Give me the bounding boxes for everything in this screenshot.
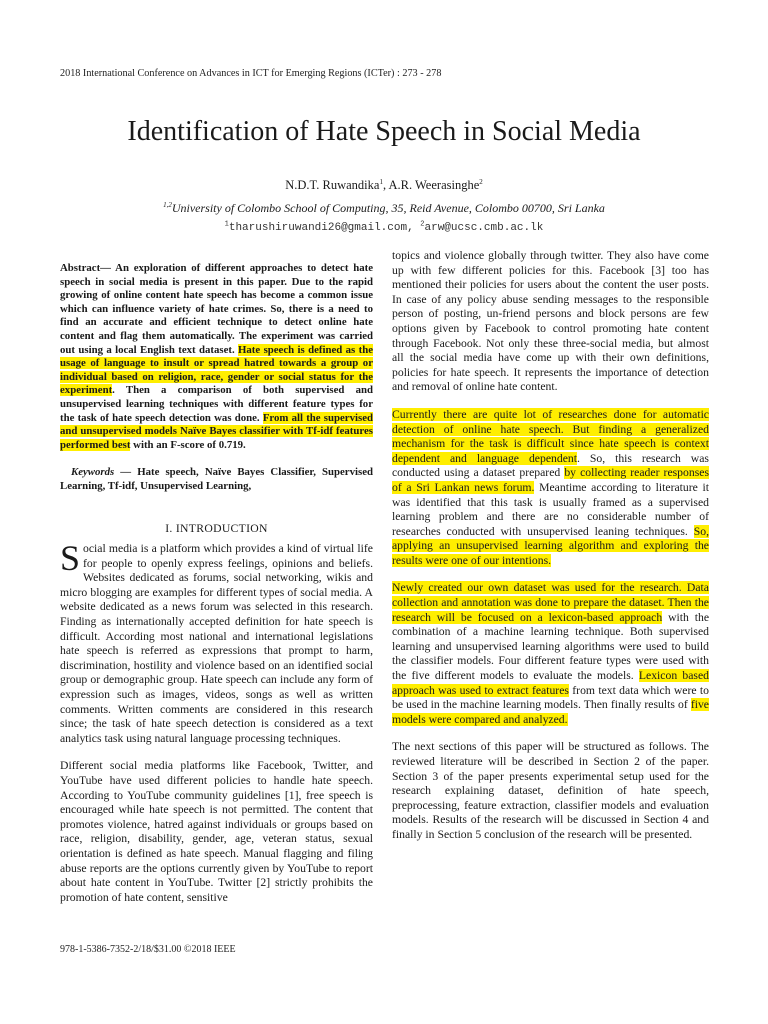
email-superscript: 2 <box>420 220 425 229</box>
author-separator: , <box>382 178 389 192</box>
highlighted-text: Lexicon based approach was used to extract features <box>392 669 710 697</box>
section-heading: I. INTRODUCTION <box>165 521 268 535</box>
affiliation-text: University of Colombo School of Computing, 35, Reid Avenue, Colombo 00700, Sri Lanka <box>171 201 605 215</box>
body-paragraph <box>392 408 709 569</box>
left-column <box>60 262 373 905</box>
conference-header: 2018 International Conference on Advances in ICT for Emerging Regions (ICTer) : 273 - 278 <box>60 68 442 79</box>
abstract-text: . Then a comparison of both supervised and unsupervised learning techniques with different feature types for the task of hate speech detection was done. <box>60 384 373 424</box>
drop-cap: S <box>60 538 81 579</box>
email-link[interactable]: arw@ucsc.cmb.ac.lk <box>424 222 544 234</box>
copyright-footer: 978-1-5386-7352-2/18/$31.00 ©2018 IEEE <box>60 944 236 955</box>
body-text: Meantime according to literature it was identified that this task is usually framed as a supervised learning problem and there are no considerable number of researches conducted with unsupervised leaning techniques. <box>392 480 709 538</box>
body-text: from text data which were to be used in the machine learning models. Then finally results of <box>392 683 709 712</box>
abstract-highlight: Hate speech is defined as the usage of language to insult or spread hatred towards a group or individual based on religion, race, gender or social status for the experiment <box>60 343 373 397</box>
abstract-text: with an F-score of 0.719. <box>130 438 246 451</box>
author-list <box>0 178 768 193</box>
highlighted-text: Newly created our own dataset was used for the research. Data collection and annotation was done to prepare the dataset. Then the research will be focused on a lexicon-based approach <box>392 581 709 624</box>
keywords-text: — Hate speech, Naïve Bayes Classifier, Supervised Learning, Tf-idf, Unsupervised Learning, <box>60 466 373 492</box>
abstract-text: Abstract— An exploration of different approaches to detect hate speech in social media is present in this paper. Due to the rapid growing of online content hate speech has become a common issue which can influence variety of hate crimes. So, there is a need to find an accurate and efficient technique to detect online hate content and flag them automatically. The experiment was carried out using a local English text dataset. <box>60 262 373 356</box>
email-superscript: 1 <box>224 220 229 229</box>
intro-paragraph <box>60 538 373 746</box>
author-name: N.D.T. Ruwandika <box>285 178 380 192</box>
email-link[interactable]: tharushiruwandi26@gmail.com <box>228 222 408 234</box>
affiliation-superscript: 1,2 <box>163 201 172 209</box>
paper-title: Identification of Hate Speech in Social Media <box>127 116 641 147</box>
author-superscript: 1 <box>379 177 383 186</box>
intro-paragraph: Different social media platforms like Facebook, Twitter, and YouTube have used different policies to handle hate speech. According to YouTube community guidelines [1], free speech is encouraged while hate speech is not permitted. The content that promotes violence, hatred against individuals or groups based on race, religion, disability, gender, age, veteran status, sexual orientation is defined as hate speech. Manual flagging and filing abuse reports are the options currently given by YouTube to report about hate content in YouTube. Twitter [2] strictly prohibits the promotion of hate content, sensitive <box>60 759 373 904</box>
body-text: . So, this research was conducted using a dataset prepared <box>392 451 709 480</box>
keywords <box>60 466 373 493</box>
body-paragraph: topics and violence globally through twitter. They also have come up with few different policies for this. Facebook [3] too has mentioned their policies for users about the content the user posts. In case of any policy abuse sending messages to the responsible person of posting, un-friend persons and block persons are few options given by Facebook to control promoting hate content through Facebook. Not only these three-social media, but almost all the social media have come up with their own definitions, policies for hate speech. It represents the importance of detection and removal of online hate content. <box>392 249 709 394</box>
abstract <box>60 262 373 452</box>
author-superscript: 2 <box>479 177 483 186</box>
highlighted-text: five models were compared and analyzed. <box>392 698 709 726</box>
highlighted-text: So, applying an unsupervised learning algorithm and exploring the results were one of our intentions. <box>392 524 709 567</box>
body-paragraph <box>392 581 709 727</box>
body-text: with the combination of a machine learning technique. Both supervised learning and unsupervised learning algorithms were used to build the classifier models. Four different feature types were used with the five different models to evaluate the models. <box>392 610 710 683</box>
right-column <box>392 249 709 843</box>
author-emails <box>0 222 768 234</box>
keywords-label: Keywords <box>71 466 115 479</box>
email-separator: , <box>407 222 421 234</box>
highlighted-text: Currently there are quite lot of researches done for automatic detection of online hate speech. But finding a generalized mechanism for the task is difficult since hate speech is context dependent and language dependent <box>392 407 709 465</box>
intro-text: ocial media is a platform which provides a kind of virtual life for people to openly express feelings, opinions and beliefs. Websites dedicated as forums, social networking, wikis and micro blogging are examples for different types of social media. A website dedicated as a news forum was selected in this research. Finding as internationally accepted definition for hate speech is difficult. According most national and international legislations hate speech is referred as expressions that prompt to harm, discrimination, hostility and violence based on an identified social group or demographic group. Hate speech can include any form of expression such as images, videos, songs as well as written comments. Written comments are considered in this research since; the task of hate speech detection is considered as a text analytics task using natural language processing techniques. <box>60 542 373 745</box>
author-name: A.R. Weerasinghe <box>388 178 480 192</box>
abstract-highlight: From all the supervised and unsupervised models Naïve Bayes classifier with Tf-idf features performed best <box>60 411 373 451</box>
highlighted-text: by collecting reader responses of a Sri Lankan news forum. <box>392 466 710 494</box>
affiliation <box>0 201 768 216</box>
body-paragraph: The next sections of this paper will be structured as follows. The reviewed literature will be described in Section 2 of the paper. Section 3 of the paper presents experimental setup used for the research explaining dataset, definition of hate speech, preprocessing, feature extraction, classifier models and evaluation models. Results of the research will be discussed in Section 4 and finally in Section 5 conclusion of the research will be presented. <box>392 740 709 841</box>
